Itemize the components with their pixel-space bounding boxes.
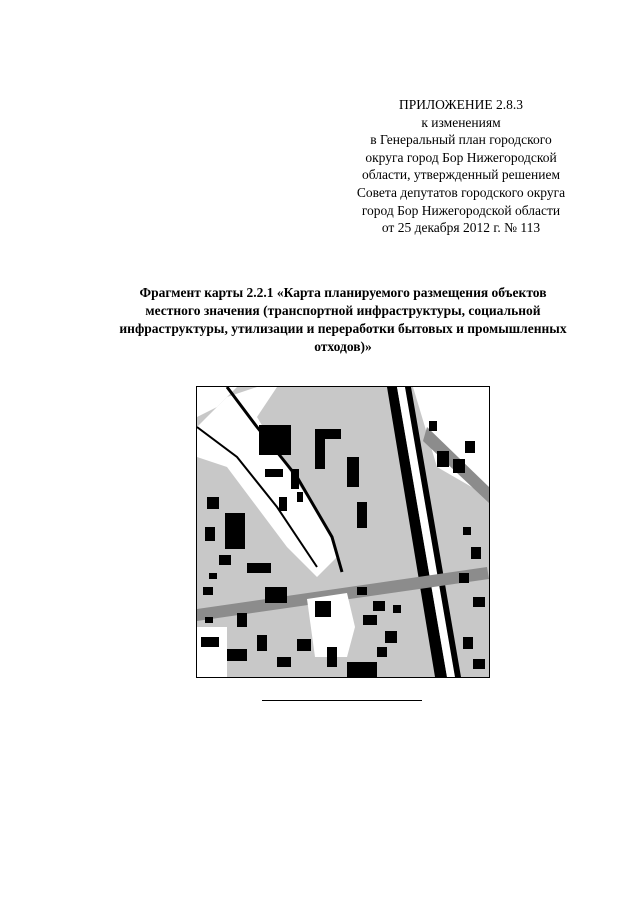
appendix-line: ПРИЛОЖЕНИЕ 2.8.3 [398, 97, 524, 112]
appendix-line: в Генеральный план городского [370, 132, 552, 148]
map-image [197, 387, 489, 677]
map-fragment [196, 386, 490, 678]
title-line: Фрагмент карты 2.2.1 «Карта планируемого размещения объектов [139, 285, 547, 300]
appendix-line: Совета депутатов городского округа [356, 184, 566, 200]
appendix-header [330, 96, 592, 237]
title-line: отходов)» [314, 339, 372, 354]
appendix-line: от 25 декабря 2012 г. № 113 [381, 220, 541, 236]
title-line: местного значения (транспортной инфраструктуры, социальной [145, 303, 541, 318]
separator-line [262, 700, 422, 701]
appendix-line: округа город Бор Нижегородской [365, 149, 557, 165]
appendix-line: к изменениям [421, 114, 501, 130]
appendix-line: области, утвержденный решением [362, 167, 560, 183]
title-line: инфраструктуры, утилизации и переработки бытовых и промышленных [119, 321, 567, 336]
appendix-line: город Бор Нижегородской области [361, 202, 561, 218]
document-title [92, 284, 594, 356]
